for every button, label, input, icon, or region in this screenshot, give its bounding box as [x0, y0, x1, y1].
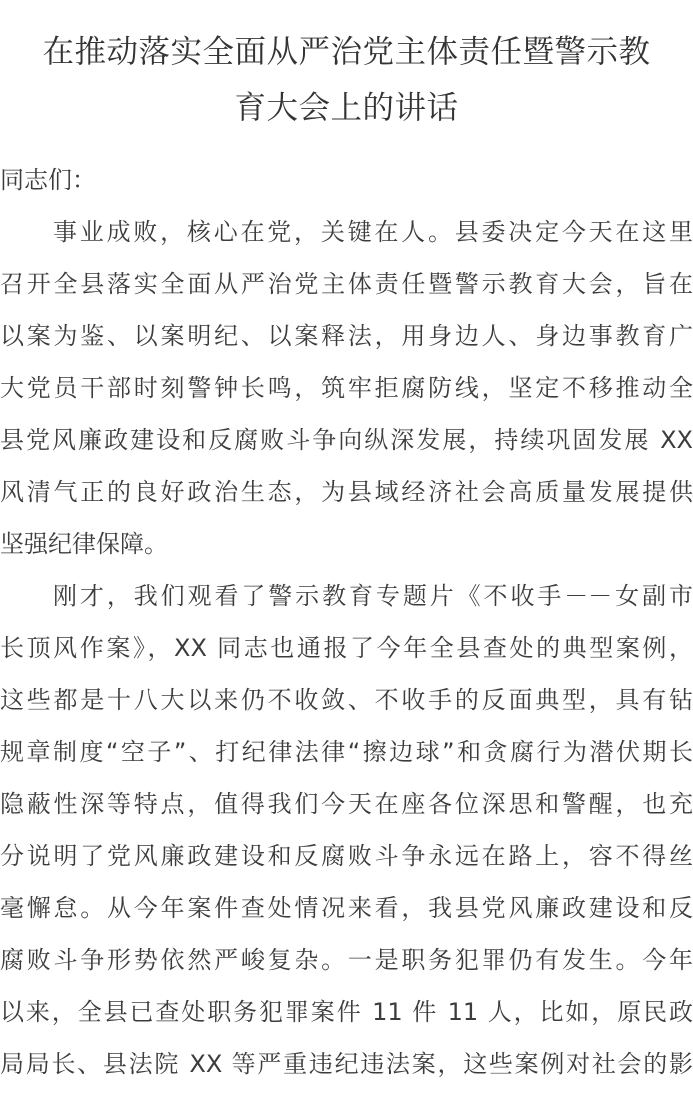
document-body: [0, 154, 693, 1090]
paragraph-line: 召开全县落实全面从严治党主体责任暨警示教育大会，旨在: [0, 270, 693, 298]
title-line-2: 育大会上的讲话: [234, 90, 459, 126]
document-title: [0, 24, 693, 136]
paragraph-line: 刚才，我们观看了警示教育专题片《不收手－－女副市: [53, 582, 693, 610]
paragraph-line: 规章制度“空子”、打纪律法律“擦边球”和贪腐行为潜伏期长: [0, 738, 693, 766]
paragraph-line: 坚强纪律保障。: [0, 530, 168, 558]
paragraph-line: 以案为鉴、以案明纪、以案释法，用身边人、身边事教育广: [0, 322, 693, 350]
paragraph-line: 大党员干部时刻警钟长鸣，筑牢拒腐防线，坚定不移推动全: [0, 374, 693, 402]
paragraph-line: 风清气正的良好政治生态，为县域经济社会高质量发展提供: [0, 478, 693, 506]
paragraph-line: 事业成败，核心在党，关键在人。县委决定今天在这里: [53, 218, 693, 246]
paragraph-line: 腐败斗争形势依然严峻复杂。一是职务犯罪仍有发生。今年: [0, 946, 693, 974]
title-line-1: 在推动落实全面从严治党主体责任暨警示教: [42, 34, 651, 70]
paragraph-2: [0, 570, 693, 1090]
paragraph-line: 局局长、县法院 XX 等严重违纪违法案，这些案例对社会的影: [0, 1050, 693, 1078]
paragraph-line: 长顶风作案》，XX 同志也通报了今年全县查处的典型案例，: [0, 634, 693, 662]
paragraph-line: 县党风廉政建设和反腐败斗争向纵深发展，持续巩固发展 XX: [0, 426, 693, 454]
paragraph-line: 毫懈怠。从今年案件查处情况来看，我县党风廉政建设和反: [0, 894, 693, 922]
salutation: 同志们：: [0, 166, 96, 194]
paragraph-line: 以来，全县已查处职务犯罪案件 11 件 11 人，比如，原民政: [0, 998, 693, 1026]
paragraph-line: 这些都是十八大以来仍不收敛、不收手的反面典型，具有钻: [0, 686, 693, 714]
paragraph-line: 分说明了党风廉政建设和反腐败斗争永远在路上，容不得丝: [0, 842, 693, 870]
paragraph-line: 隐蔽性深等特点，值得我们今天在座各位深思和警醒，也充: [0, 790, 693, 818]
paragraph-1: [0, 206, 693, 570]
